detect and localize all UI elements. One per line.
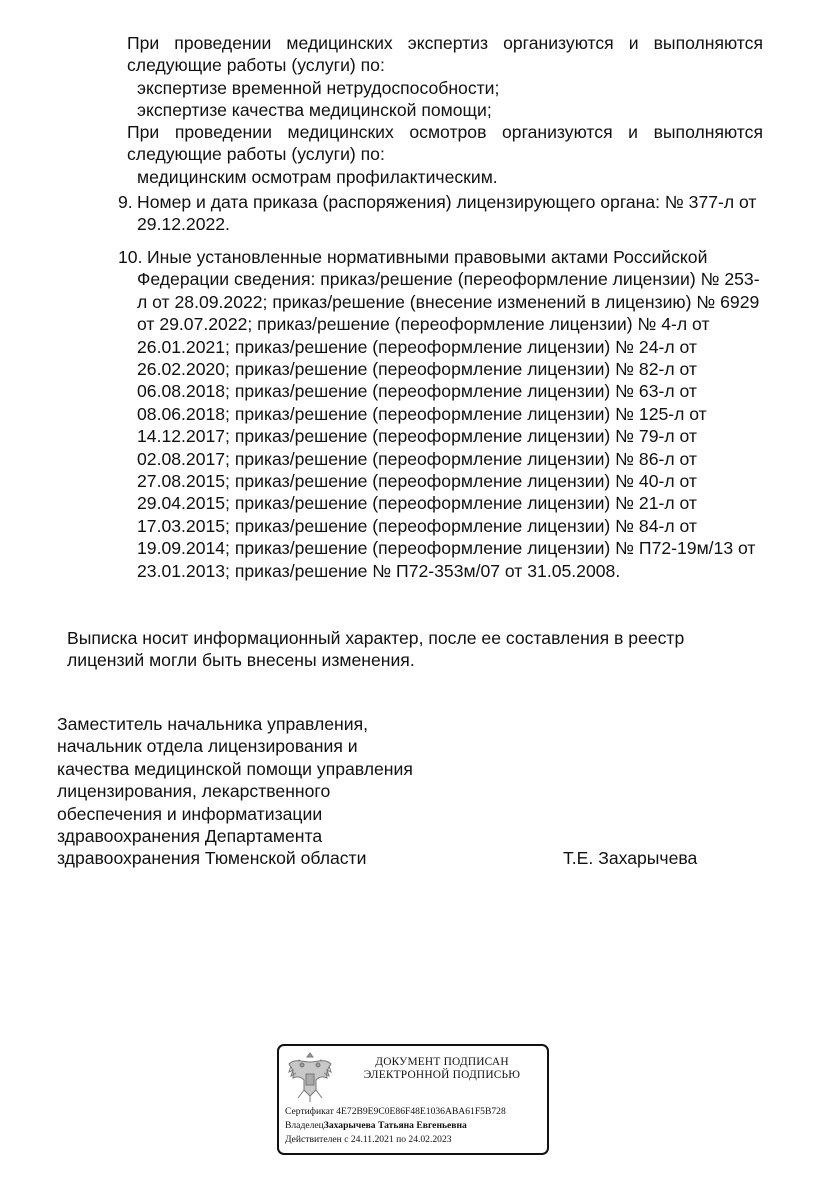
section-9-text: Номер и дата приказа (распоряжения) лицензирующего органа: № 377-л от 29.12.2022. [137, 192, 757, 235]
position-line: здравоохранения Тюменской области [57, 848, 367, 869]
stamp-title-line: ЭЛЕКТРОННОЙ ПОДПИСЬЮ [363, 1069, 521, 1081]
electronic-signature-stamp [277, 1044, 549, 1155]
stamp-title [339, 1056, 545, 1082]
position-line: лицензирования, лекарственного [57, 781, 331, 802]
checkups-intro: При проведении медицинских осмотров организуются и выполняются следующие работы (услуги) по: [127, 122, 763, 165]
position-line: обеспечения и информатизации [57, 803, 323, 824]
section-10-number: 10. [118, 247, 143, 267]
expertise-intro: При проведении медицинских экспертиз организуются и выполняются следующие работы (услуги) по: [127, 33, 763, 76]
stamp-validity: Действителен с 24.11.2021 по 24.02.2023 [285, 1134, 452, 1145]
expertise-item-2: экспертизе качества медицинской помощи; [137, 100, 492, 120]
owner-name: Захарычева Татьяна Евгеньевна [323, 1120, 467, 1131]
position-line: Заместитель начальника управления, [57, 714, 369, 734]
signatory-name: Т.Е. Захарычева [563, 848, 698, 868]
section-9-number: 9. [118, 192, 133, 212]
stamp-owner [285, 1119, 467, 1132]
owner-label: Владелец [285, 1120, 324, 1131]
position-line: начальник отдела лицензирования и [57, 736, 358, 757]
expertise-item-1: экспертизе временной нетрудоспособности; [137, 78, 500, 98]
section-10-text: Иные установленные нормативными правовыми актами Российской Федерации сведения: приказ/решение (переоформление лицензии) № 253-л от 28.09.2022; приказ/решение (внесение изменений в лицензию) № 6929 от 29.07.2022; приказ/решение (переоформление лицензии) № 4-л от 26.01.2021; приказ/решение (переоформление лицензии) № 24-л от 26.02.2020; приказ/решение (переоформление лицензии) № 82-л от 06.08.2018; приказ/решение (переоформление лицензии) № 63-л от 08.06.2018; приказ/решение (переоформление лицензии) № 125-л от 14.12.2017; приказ/решение (переоформление лицензии) № 79-л от 02.08.2017; приказ/решение (переоформление лицензии) № 86-л от 27.08.2015; приказ/решение (переоформление лицензии) № 40-л от 29.04.2015; приказ/решение (переоформление лицензии) № 21-л от 17.03.2015; приказ/решение (переоформление лицензии) № 84-л от 19.09.2014; приказ/решение (переоформление лицензии) № П72-19м/13 от 23.01.2013; приказ/решение № П72-353м/07 от 31.05.2008. [137, 247, 760, 581]
stamp-certificate: Сертификат 4E72B9E9C0E86F48E1036ABA61F5B728 [285, 1106, 506, 1117]
signatory-position [57, 713, 457, 870]
checkups-item-1: медицинским осмотрам профилактическим. [137, 167, 498, 187]
position-line: качества медицинской помощи управления [57, 758, 413, 779]
notice-text: Выписка носит информационный характер, после ее составления в реестр лицензий могли быть внесены изменения. [67, 628, 685, 671]
stamp-title-line: ДОКУМЕНТ ПОДПИСАН [375, 1056, 509, 1068]
position-line: здравоохранения Департамента [57, 826, 323, 847]
russian-coat-of-arms-icon [285, 1050, 335, 1104]
